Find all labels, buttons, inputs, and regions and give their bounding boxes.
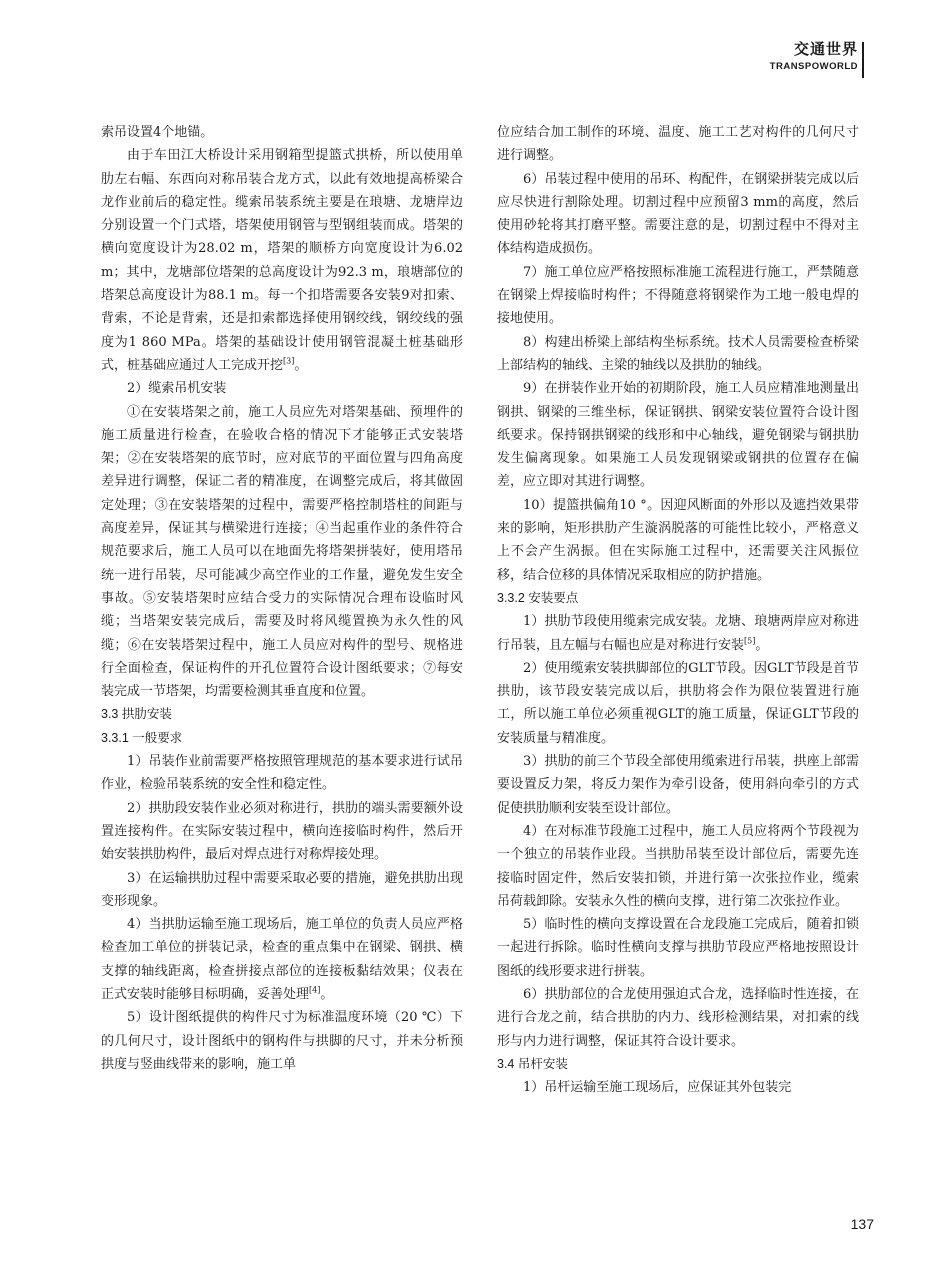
paragraph-tail: 。 [755,637,769,653]
paragraph [101,867,463,914]
citation-ref: [5] [744,636,756,646]
paragraph-text: 索吊设置4个地锚。 [101,125,214,140]
paragraph-text: 5）设计图纸提供的构件尺寸为标准温度环境（20 ℃）下的几何尺寸，设计图纸中的钢构件与拱脚的尺寸，并未分析预拱度与竖曲线带来的影响，施工单 [101,1010,463,1072]
journal-subtitle: TRANSPOWORLD [769,61,858,72]
paragraph-text: 由于车田江大桥设计采用钢箱型提篮式拱桥，所以使用单肋左右幅、东西向对称吊装合龙方式，以此有效地提高桥梁合龙作业前后的稳定性。缆索吊装系统主要是在琅塘、龙塘岸边分别设置一个门式塔，塔架使用钢管与型钢组装而成。塔架的横向宽度设计为28.02 m，塔架的顺桥方向宽度设计为6.02 m；其中，龙塘部位塔架的总高度设计为92.3 m，琅塘部位的塔架总高度设计为88.1 m。每一个扣塔需要各安装9对扣索、背索，不论是背索，还是扣索都选择使用钢绞线，钢绞线的强度为1 860 MPa。塔架的基础设计使用钢管混凝土桩基础形式，桩基础应通过人工完成开挖 [101,148,463,373]
paragraph [497,121,859,168]
section-heading [101,727,463,750]
paragraph-text: 9）在拼装作业开始的初期阶段，施工人员应精准地测量出钢拱、钢梁的三维坐标，保证钢拱、钢梁安装位置符合设计图纸要求。保持钢拱钢梁的线形和中心轴线，避免钢梁与钢拱肋发生偏离现象。如果施工人员发现钢梁或钢拱的位置存在偏差，应立即对其进行调整。 [497,381,859,490]
paragraph [497,494,859,587]
paragraph-text: 7）施工单位应严格按照标准施工流程进行施工，严禁随意在钢梁上焊接临时构件；不得随意将钢梁作为工地一般电焊的接地使用。 [497,264,859,327]
paragraph [101,1006,463,1076]
paragraph-tail: 。 [320,986,334,1002]
paragraph-text: 3.3.2 安装要点 [497,590,579,605]
paragraph-text: 3）在运输拱肋过程中需要采取必要的措施，避免拱肋出现变形现象。 [101,870,463,909]
paragraph-text: 8）构建出桥梁上部结构坐标系统。技术人员需要检查桥梁上部结构的轴线、主梁的轴线以及拱肋的轴线。 [497,334,859,373]
paragraph-text: 2）使用缆索安装拱脚部位的GLT节段。因GLT节段是首节拱肋，该节段安装完成以后，拱肋将会作为限位装置进行施工，所以施工单位必须重视GLT的施工质量，保证GLT节段的安装质量与精准度。 [497,660,859,746]
page-number: 137 [850,1216,874,1232]
paragraph [497,657,859,750]
paragraph [101,377,463,400]
paragraph-text: 6）吊装过程中使用的吊环、构配件，在钢梁拼装完成以后应尽快进行割除处理。切割过程中应预留3 mm的高度，然后使用砂轮将其打磨平整。需要注意的是，切割过程中不得对主体结构造成损伤。 [497,171,859,257]
paragraph-text: ①在安装塔架之前，施工人员应先对塔架基础、预埋件的施工质量进行检查，在验收合格的情况下才能够正式安装塔架；②在安装塔架的底节时，应对底节的平面位置与四角高度差异进行调整，保证二者的精准度，在调整完成后，将其做固定处理；③在安装塔架的过程中，需要严格控制塔柱的间距与高度差异，保证其与横梁进行连接；④当起重作业的条件符合规范要求后，施工人员可以在地面先将塔架拼装好，使用塔吊统一进行吊装，尽可能减少高空作业的工作量，避免发生安全事故。⑤安装塔架时应结合受力的实际情况合理布设临时风缆；当塔架安装完成后，需要及时将风缆置换为永久性的风缆；⑥在安装塔架过程中，施工人员应对构件的型号、规格进行全面检查，保证构件的开孔位置符合设计图纸要求；⑦每安装完成一节塔架，均需要检测其垂直度和位置。 [101,404,463,700]
paragraph [101,401,463,704]
paragraph-text: 6）拱肋部位的合龙使用强迫式合龙，选择临时性连接，在进行合龙之前，结合拱肋的内力、线形检测结果，对扣索的线形与内力进行调整，保证其符合设计要求。 [497,986,859,1049]
paragraph-text: 3）拱肋的前三个节段全部使用缆索进行吊装，拱座上部需要设置反力架，将反力架作为牵引设备，使用斜向牵引的方式促使拱肋顺利安装至设计部位。 [497,754,859,816]
right-column [497,121,859,1099]
citation-ref: [3] [283,356,295,366]
citation-ref: [4] [309,985,321,995]
paragraph [101,797,463,867]
journal-title: 交通世界 [793,40,858,58]
paragraph [101,144,463,377]
paragraph [101,913,463,1006]
paragraph [497,331,859,378]
journal-header [770,40,858,74]
paragraph [497,820,859,913]
paragraph-text: 3.3.1 一般要求 [101,730,183,745]
paragraph-text: 4）当拱肋运输至施工现场后，施工单位的负责人员应严格检查加工单位的拼装记录，检查的重点集中在钢梁、钢拱、横支撑的轴线距离，检查拼接点部位的连接板黏结效果；仪表在正式安装时能够目标明确，妥善处理 [101,917,463,1002]
paragraph-text: 2）拱肋段安装作业必须对称进行，拱肋的端头需要额外设置连接构件。在实际安装过程中，横向连接临时构件，然后开始安装拱肋构件，最后对焊点进行对称焊接处理。 [101,800,463,863]
paragraph-text: 1）拱肋节段使用缆索完成安装。龙塘、琅塘两岸应对称进行吊装，且左幅与右幅也应是对称进行安装 [497,614,859,653]
left-column [101,121,463,1076]
paragraph-text: 3.3 拱肋安装 [101,707,172,722]
paragraph [497,377,859,493]
paragraph [497,1076,859,1099]
paragraph [497,261,859,331]
paragraph-tail: 。 [294,357,308,373]
paragraph [497,983,859,1053]
paragraph-text: 4）在对标准节段施工过程中，施工人员应将两个节段视为一个独立的吊装作业段。当拱肋吊装至设计部位后，需要先连接临时固定件，然后安装扣锁，并进行第一次张拉作业，缆索吊荷载卸除。安装永久性的横向支撑，进行第二次张拉作业。 [497,823,859,909]
paragraph-text: 5）临时性的横向支撑设置在合龙段施工完成后，随着扣锁一起进行拆除。临时性横向支撑与拱肋节段应严格地按照设计图纸的线形要求进行拼装。 [497,917,859,979]
paragraph [101,121,463,144]
header-divider [862,42,864,78]
paragraph-text: 位应结合加工制作的环境、温度、施工工艺对构件的几何尺寸进行调整。 [497,125,859,164]
paragraph [497,168,859,261]
section-heading [497,1053,859,1076]
paragraph [497,610,859,657]
paragraph-text: 3.4 吊杆安装 [497,1056,568,1071]
paragraph-text: 10）提篮拱偏角10 °。因迎风断面的外形以及遮挡效果带来的影响，矩形拱肋产生漩涡脱落的可能性比较小，严格意义上不会产生涡振。但在实际施工过程中，还需要关注风振位移，结合位移的具体情况采取相应的防护措施。 [497,497,859,583]
section-heading [497,587,859,610]
paragraph-text: 1）吊装作业前需要严格按照管理规范的基本要求进行试吊作业，检验吊装系统的安全性和稳定性。 [101,754,463,793]
section-heading [101,703,463,726]
paragraph [497,750,859,820]
paragraph [497,913,859,983]
paragraph-text: 1）吊杆运输至施工现场后，应保证其外包装完 [523,1080,792,1096]
paragraph [101,750,463,797]
paragraph-text: 2）缆索吊机安装 [127,381,227,397]
